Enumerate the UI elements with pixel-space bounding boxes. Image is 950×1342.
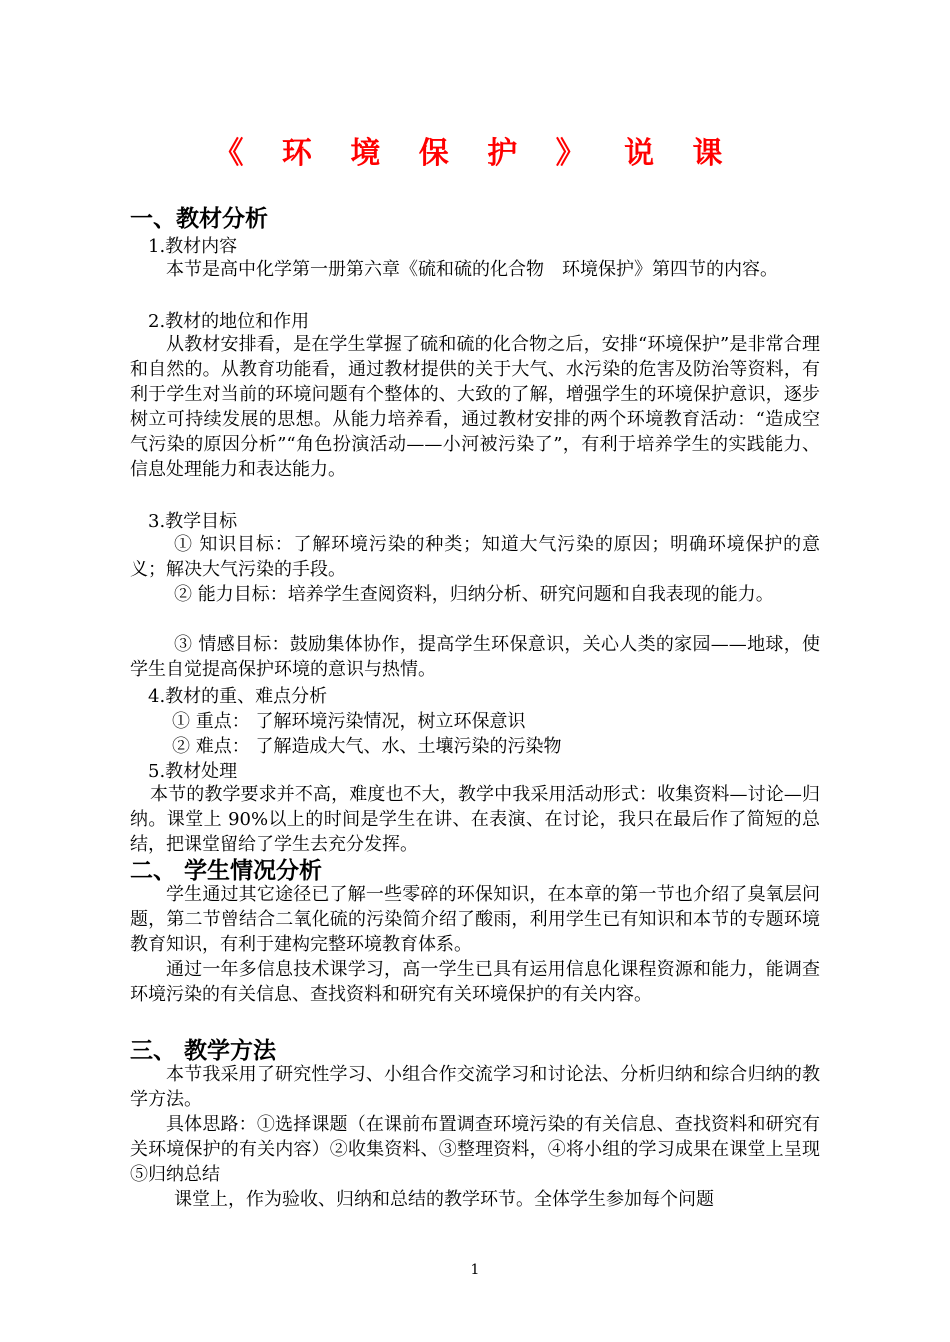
subheading-content: 1.教材内容 [148, 236, 238, 257]
goal-emotion: ③ 情感目标：鼓励集体协作，提高学生环保意识，关心人类的家园——地球，使学生自觉提高保护环境的意识与热情。 [130, 634, 820, 680]
paragraph-method-1: 本节我采用了研究性学习、小组合作交流学习和讨论法、分析归纳和综合归纳的教学方法。 [130, 1064, 820, 1110]
difficult-point: ② 难点： 了解造成大气、水、土壤污染的污染物 [172, 736, 562, 757]
subheading-processing: 5.教材处理 [148, 761, 238, 782]
section-heading-teaching-method: 三、 教学方法 [130, 1038, 277, 1064]
paragraph-role: 从教材安排看，是在学生掌握了硫和硫的化合物之后，安排“环境保护”是非常合理和自然的。从教育功能看，通过教材提供的关于大气、水污染的危害及防治等资料，有利于学生对当前的环境问题有个整体的、大致的了解，增强学生的环境保护意识，逐步树立可持续发展的思想。从能力培养看，通过教材安排的两个环境教育活动：“造成空气污染的原因分析”“角色扮演活动——小河被污染了”，有利于培养学生的实践能力、信息处理能力和表达能力。 [130, 334, 820, 480]
paragraph-content: 本节是高中化学第一册第六章《硫和硫的化合物 环境保护》第四节的内容。 [166, 259, 778, 280]
page-number: 1 [470, 1262, 480, 1278]
subheading-key-points: 4.教材的重、难点分析 [148, 686, 328, 707]
subheading-goals: 3.教学目标 [148, 511, 238, 532]
paragraph-method-2: 具体思路：①选择课题（在课前布置调查环境污染的有关信息、查找资料和研究有关环境保护的有关内容）②收集资料、③整理资料，④将小组的学习成果在课堂上呈现⑤归纳总结 [130, 1114, 820, 1185]
subheading-role: 2.教材的地位和作用 [148, 311, 310, 332]
goal-knowledge: ① 知识目标：了解环境污染的种类；知道大气污染的原因；明确环境保护的意义；解决大气污染的手段。 [130, 534, 820, 580]
paragraph-student-2: 通过一年多信息技术课学习，高一学生已具有运用信息化课程资源和能力，能调查环境污染的有关信息、查找资料和研究有关环境保护的有关内容。 [130, 959, 820, 1005]
paragraph-method-3: 课堂上，作为验收、归纳和总结的教学环节。全体学生参加每个问题 [174, 1189, 714, 1210]
paragraph-processing: 本节的教学要求并不高，难度也不大，教学中我采用活动形式：收集资料—讨论—归纳。课堂上 90%以上的时间是学生在讲、在表演、在讨论，我只在最后作了简短的总结，把课堂留给了学生去充分发挥。 [130, 784, 820, 855]
goal-ability: ② 能力目标：培养学生查阅资料，归纳分析、研究问题和自我表现的能力。 [174, 584, 774, 605]
page-title: 《 环 境 保 护 》 说 课 [213, 136, 737, 171]
paragraph-student-1: 学生通过其它途径已了解一些零碎的环保知识，在本章的第一节也介绍了臭氧层问题，第二节曾结合二氧化硫的污染简介绍了酸雨，利用学生已有知识和本节的专题环境教育知识，有利于建构完整环境教育体系。 [130, 884, 820, 955]
section-heading-student-analysis: 二、 学生情况分析 [130, 858, 323, 884]
section-heading-textbook-analysis: 一、教材分析 [130, 206, 268, 232]
key-point: ① 重点： 了解环境污染情况，树立环保意识 [172, 711, 526, 732]
